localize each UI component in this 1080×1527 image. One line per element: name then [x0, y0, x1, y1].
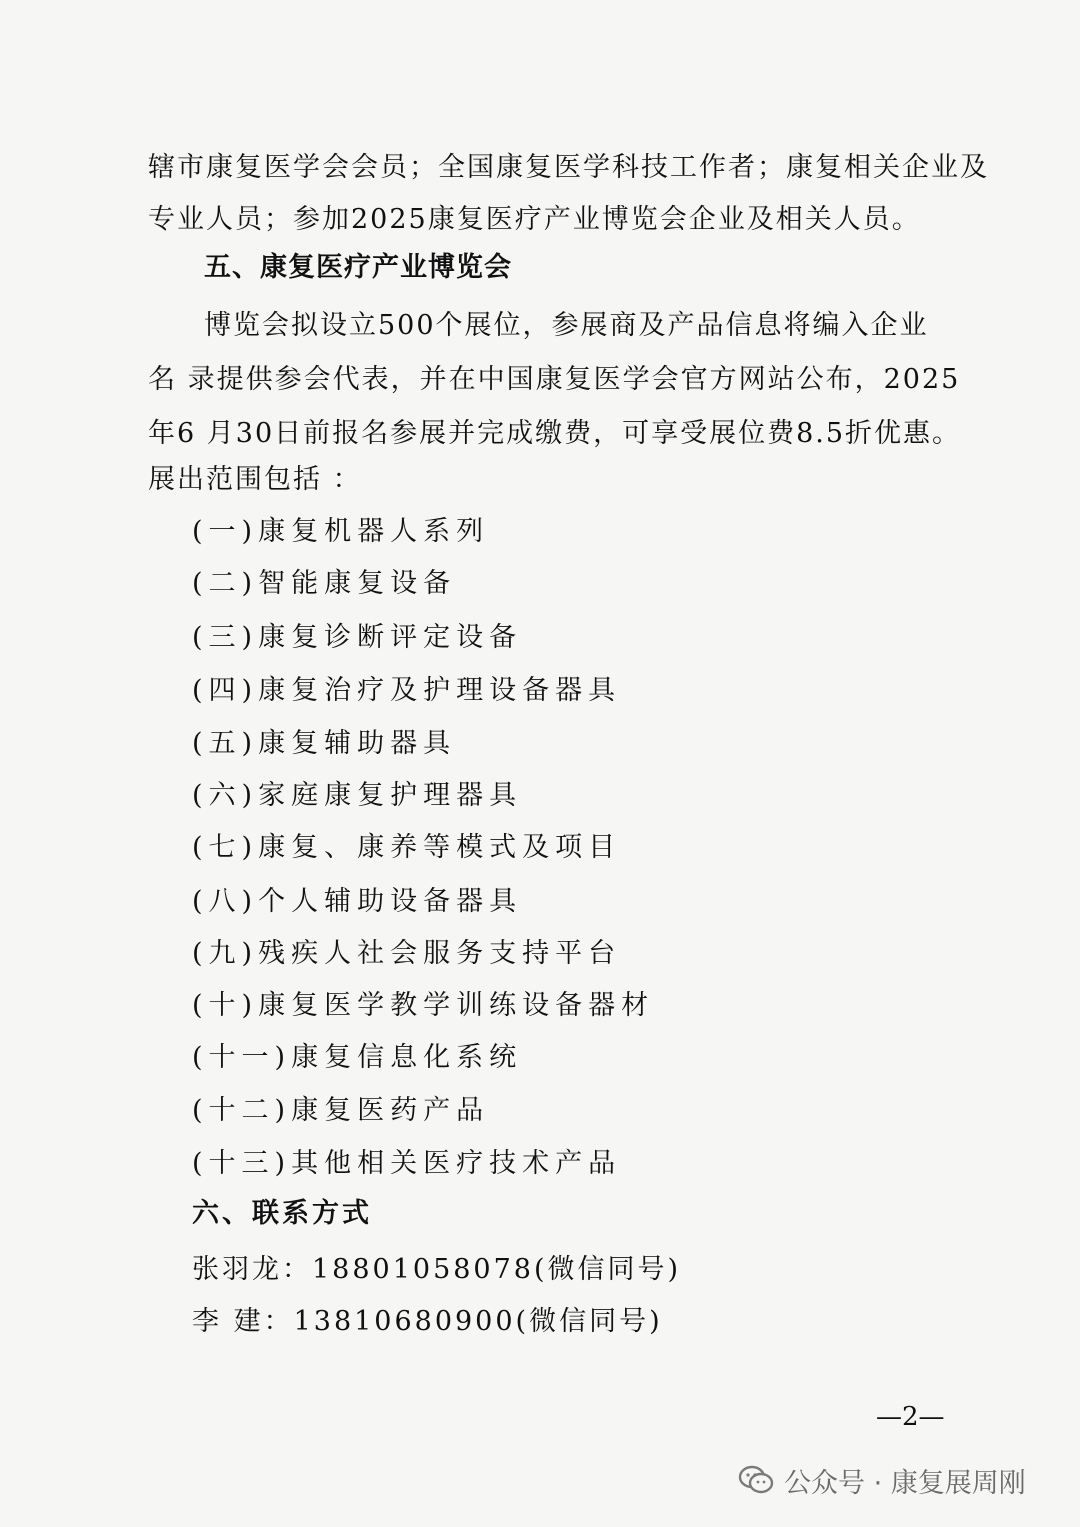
scope-item: (三)康复诊断评定设备 [192, 622, 523, 653]
scope-item: (八)个人辅助设备器具 [192, 886, 523, 917]
paragraph-line: 专业人员；参加2025康复医疗产业博览会企业及相关人员。 [148, 204, 921, 235]
watermark-text: 公众号 · 康复展周刚 [784, 1467, 1026, 1499]
contact-line: 张羽龙：18801058078(微信同号) [192, 1254, 682, 1285]
watermark [738, 1460, 1026, 1500]
scope-item: (十三)其他相关医疗技术产品 [192, 1148, 622, 1179]
section-5-line: 博览会拟设立500个展位，参展商及产品信息将编入企业 [204, 310, 929, 341]
scope-item: (六)家庭康复护理器具 [192, 780, 523, 811]
section-5-line: 名 录提供参会代表，并在中国康复医学会官方网站公布，2025 [148, 364, 961, 395]
scope-item: (七)康复、康养等模式及项目 [192, 832, 622, 863]
scope-item: (十二)康复医药产品 [192, 1095, 490, 1126]
scope-item: (一)康复机器人系列 [192, 516, 490, 547]
scope-item: (十)康复医学教学训练设备器材 [192, 990, 655, 1021]
scope-item: (五)康复辅助器具 [192, 728, 457, 759]
section-5-line: 年6 月30日前报名参展并完成缴费，可享受展位费8.5折优惠。 [148, 418, 962, 449]
section-heading-5: 五、康复医疗产业博览会 [204, 252, 512, 283]
section-heading-6: 六、联系方式 [192, 1198, 372, 1229]
section-5-line: 展出范围包括 ： [148, 464, 362, 495]
scope-item: (四)康复治疗及护理设备器具 [192, 675, 622, 706]
scope-item: (九)残疾人社会服务支持平台 [192, 938, 622, 969]
paragraph-line: 辖市康复医学会会员；全国康复医学科技工作者；康复相关企业及 [148, 152, 989, 183]
wechat-icon [738, 1465, 774, 1495]
scope-item: (十一)康复信息化系统 [192, 1042, 523, 1073]
page-number: —2— [876, 1402, 945, 1432]
scope-item: (二)智能康复设备 [192, 568, 457, 599]
contact-line: 李 建：13810680900(微信同号) [192, 1306, 663, 1337]
